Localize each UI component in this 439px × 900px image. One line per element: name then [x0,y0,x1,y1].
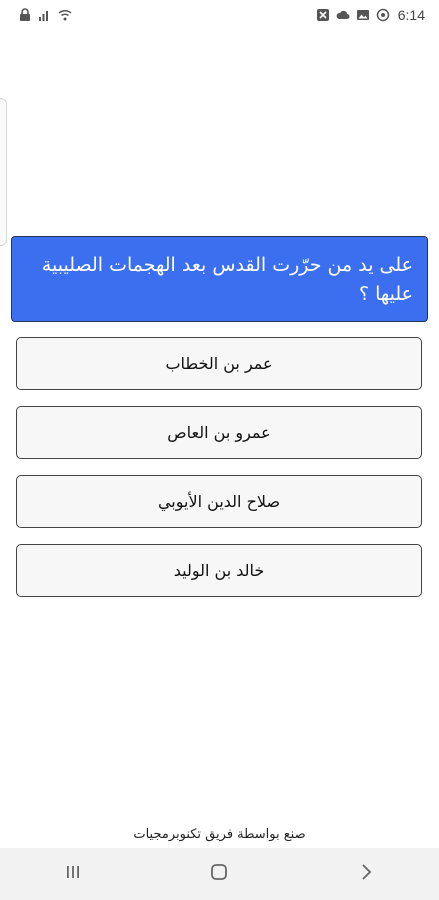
home-button[interactable] [189,854,249,894]
answer-label: صلاح الدين الأيوبي [157,492,281,511]
answer-option-1[interactable] [16,337,422,390]
home-icon [208,861,230,887]
answer-label: عمر بن الخطاب [165,354,273,373]
status-time: 6:14 [397,7,425,23]
question-text: على يد من حرّرت القدس بعد الهجمات الصليبية عليها ؟ [41,254,413,305]
back-icon [355,861,377,887]
notification-icon [316,8,330,22]
system-nav-bar [0,848,439,900]
footer-credit-text: صنع بواسطة فريق تكنوبرمجيات [133,826,306,842]
question-card [11,236,428,322]
answer-option-3[interactable] [16,475,422,528]
image-icon [356,8,370,22]
recent-apps-button[interactable] [43,854,103,894]
recent-apps-icon [62,861,84,887]
signal-icon [38,8,52,22]
answer-label: عمرو بن العاص [167,423,271,442]
cloud-icon [336,8,350,22]
status-bar [0,0,439,30]
status-bar-left [18,8,72,22]
back-button[interactable] [336,854,396,894]
answer-option-2[interactable] [16,406,422,459]
footer-credit [0,822,439,846]
answer-label: خالد بن الوليد [173,561,265,580]
answers-list [16,337,422,613]
wifi-icon [58,8,72,22]
location-icon [376,8,390,22]
answer-option-4[interactable] [16,544,422,597]
lock-icon [18,8,32,22]
status-bar-right [316,7,425,23]
edge-panel-handle[interactable] [0,98,7,246]
